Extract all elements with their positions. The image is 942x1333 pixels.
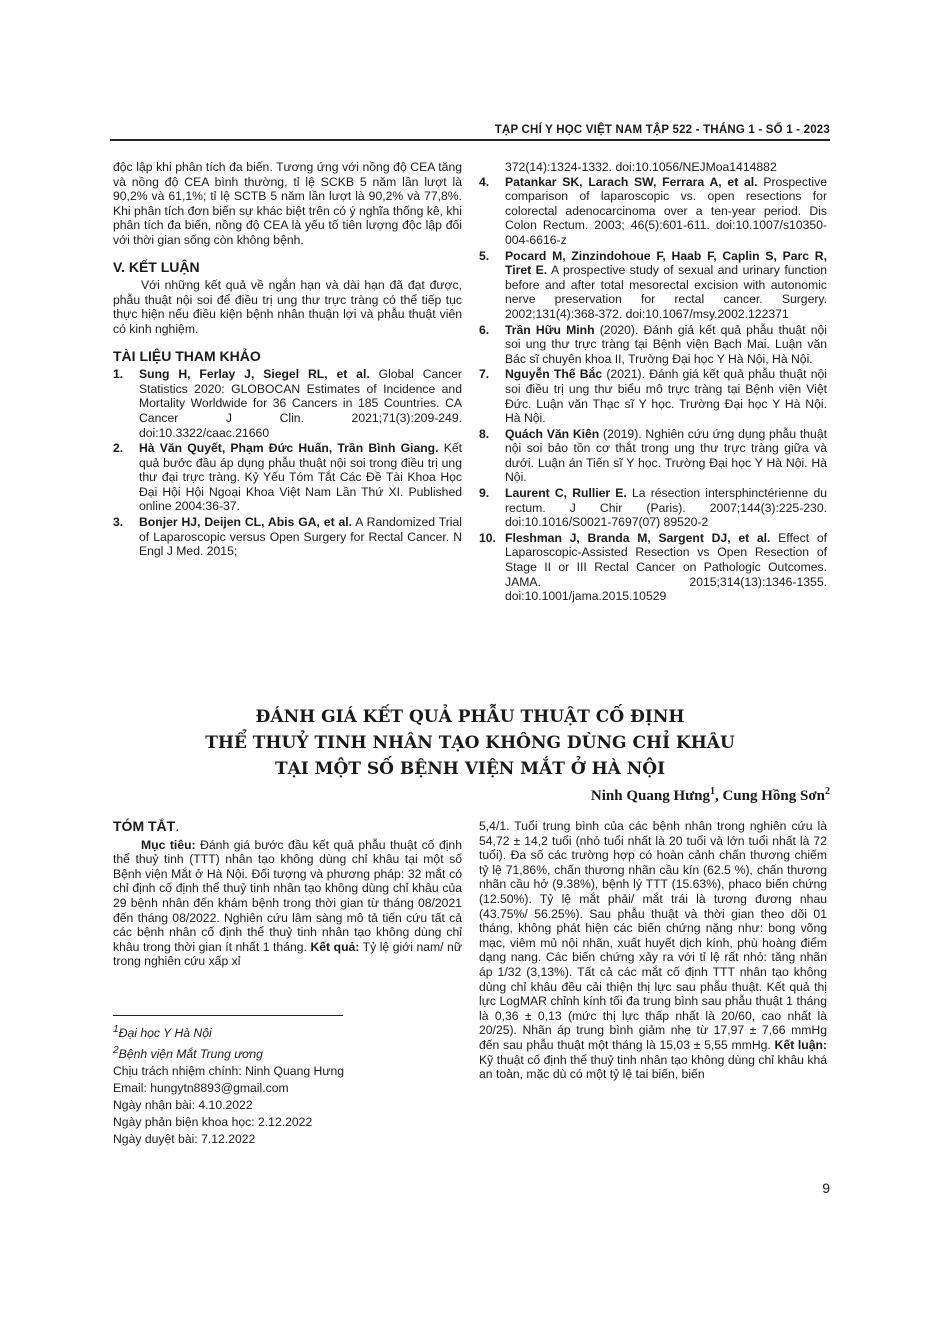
conclusion-label: Kết luận: [774,1037,827,1052]
article-authors [110,786,830,805]
reference-number: 1. [113,367,124,382]
reference-body: Global Cancer Statistics 2020: GLOBOCAN Estimates of Incidence and Mortality Worldwide for 36 Cancers in 185 Countries. CA Cancer J Clin. 2021;71(3):209-249. doi:10.3322/caac.21660 [139,367,462,440]
reference-authors: Sung H, Ferlay J, Siegel RL, et al. [139,367,370,382]
reference-item [113,441,462,514]
date-reviewed: Ngày phản biện khoa học: 2.12.2022 [113,1115,313,1130]
reference-body: (2021). Đánh giá kết quả phẫu thuật nội soi điều trị ung thư biểu mô trực tràng tại Bệnh viện Việt Đức. Luận văn Thạc sĩ Y học. Trường Đại học Y Hà Nội. Hà Nội. [505,367,827,426]
reference-item [113,515,462,559]
reference-number: 4. [479,174,490,189]
reference-item [479,531,827,604]
header-rule [110,139,830,141]
reference-authors: Trần Hữu Minh [505,322,595,337]
abstract-title: TÓM TẮT. [113,818,180,834]
reference-continuation: 372(14):1324-1332. doi:10.1056/NEJMoa1414882 [505,160,777,174]
objective-label: Mục tiêu: [141,837,196,852]
footnotes [113,1021,462,1148]
reference-number: 9. [479,486,490,501]
results-text: Tỷ lệ giới nam/ nữ trong nghiên cứu xấp xỉ [113,939,462,969]
reference-authors: Bonjer HJ, Deijen CL, Abis GA, et al. [139,515,353,530]
reference-number: 3. [113,515,124,530]
reference-item [479,486,827,530]
article-title [110,704,830,782]
references-title: TÀI LIỆU THAM KHẢO [113,347,261,364]
reference-body: Kết quả bước đầu áp dụng phẫu thuật nội soi trong điều trị ung thư đại trực tràng. Kỷ Yếu Tóm Tắt Các Đề Tài Khoa Học Đại Hội Hội Ngoại Khoa Việt Nam Lần Thứ XI. Published online 2004:36-37. [139,441,462,514]
article-title-line: TẠI MỘT SỐ BỆNH VIỆN MẮT Ở HÀ NỘI [274,759,666,779]
author-separator: , [714,788,723,804]
right-column [479,160,827,605]
reference-authors: Hà Văn Quyết, Phạm Đức Huấn, Trần Bình Giang. [139,441,439,456]
results-text-continued: 5,4/1. Tuổi trung bình của các bệnh nhân trong nghiên cứu là 54,72 ± 14,2 tuổi (nhỏ tuổi nhất là 20 tuổi và lớn tuổi nhất là 72 tuổi). Đa số các trường hợp có hoàn cảnh chấn thương chiếm tỷ lệ 71,86%, chấn thương nhãn cầu kín (62.5 %), chấn thương nhãn cầu hở (9.38%), bệnh lý TTT (15.63%), phaco biến chứng (12.50%). Tỷ lệ mắt phải/ mắt trái là tương đương nhau (43.75%/ 56.25%). Sau phẫu thuật và thời gian theo dõi 01 tháng, không phát hiện các biến chứng nặng như: bong võng mạc, viêm mủ nội nhãn, xuất huyết dịch kính, phù hoàng điểm dạng nang. Các biến chứng xảy ra với tỉ lệ rất nhỏ: tăng nhãn áp 1/32 (3,13%). Tất cả các mắt cố định TTT nhân tạo không dùng chỉ khâu đều cải thiện thị lực sau phẫu thuật. Kết quả thị lực LogMAR chỉnh kính tối đa trung bình sau phẫu thuật 1 tháng là 0,36 ± 0,13 (mức thị lực thấp nhất là 20/60, cao nhất là 20/25). Nhãn áp trung bình giảm nhẹ từ 17,97 ± 7,66 mmHg đến sau phẫu thuật một tháng là 15,03 ± 5,55 mmHg. [479,819,827,1052]
reference-body: A prospective study of sexual and urinary function before and after total mesorectal excision with autonomic nerve preservation for rectal cancer. Surgery. 2002;131(4):368-372. doi:10.1067/msy.2002.122371 [505,263,828,321]
left-column [113,160,462,560]
abstract-conclusion-text: Kỹ thuật cố định thể thuỷ tinh nhân tạo không dùng chỉ khâu khá an toàn, mặc dù có một tỷ lệ tai biến, biến [479,1052,827,1082]
abstract-right-column [479,819,827,1082]
reference-body: (2020). Đánh giá kết quả phẫu thuật nội soi ung thư trực tràng tại Bệnh viện Bạch Mai. Luận văn Bác sĩ chuyên khoa II, Trường Đại học Y Hà Nội, Hà Nội. [505,322,827,366]
reference-body: Prospective comparison of laparoscopic vs. open resections for colorectal adenocarcinoma over a ten-year period. Dis Colon Rectum. 2003; 46(5):601-611. doi:10.1007/s10350-004-6616-z [505,174,827,247]
reference-body: La résection intersphinctérienne du rectum. J Chir (Paris). 2007;144(3):225-230. doi:10.1016/S0021-7697(07) 89520-2 [505,486,828,530]
reference-number: 6. [479,322,490,337]
abstract-text-continued [479,819,827,1082]
objective-text: Đánh giá bước đầu kết quả phẫu thuật cố định thể thuỷ tinh (TTT) nhân tạo không dùng chỉ khâu tại một số Bệnh viện Mắt ở Hà Nội. Đối tượng và phương pháp: 32 mắt có chỉ định cố định thể thuỷ tinh nhân tạo không dùng chỉ khâu của 29 bệnh nhân đến khám bệnh trong thời gian từ tháng 08/2021 đến tháng 08/2022. Nghiên cứu lâm sàng mô tả tiến cứu tất cả các bệnh nhân cố định thể thuỷ tinh nhân tạo không dùng chỉ khâu trong thời gian ít nhất 1 tháng. [113,837,462,954]
reference-authors: Pocard M, Zinzindohoue F, Haab F, Caplin S, Parc R, Tiret E. [505,248,827,278]
abstract-left-column [113,819,462,969]
reference-item [479,427,827,485]
reference-item [479,367,827,425]
reference-authors: Quách Văn Kiên [505,426,600,441]
page-number: 9 [822,1180,830,1196]
reference-authors: Patankar SK, Larach SW, Ferrara A, et al. [505,174,758,189]
article-title-line: THỂ THUỶ TINH NHÂN TẠO KHÔNG DÙNG CHỈ KHÂU [205,733,735,753]
date-received: Ngày nhận bài: 4.10.2022 [113,1098,253,1113]
reference-item [113,367,462,440]
date-accepted: Ngày duyệt bài: 7.12.2022 [113,1132,256,1147]
affiliation-1: $^1$Đại học Y Hà Nội [113,1024,212,1041]
affiliation-2: $^2$Bệnh viện Mắt Trung ương [113,1045,263,1062]
author-name: Ninh Quang Hưng [590,788,710,804]
reference-number: 7. [479,367,490,382]
reference-body: Effect of Laparoscopic-Assisted Resection vs Open Resection of Stage II or III Rectal Cancer on Pathologic Outcomes. JAMA. 2015;314(13):1346-1355. doi:10.1001/jama.2015.10529 [505,530,828,604]
author-affiliation-mark: 2 [825,786,830,797]
footnote-rule [113,1015,343,1016]
reference-body: A Randomized Trial of Laparoscopic versus Open Surgery for Rectal Cancer. N Engl J Med. 2015; [139,515,463,559]
email: Email: hungytn8893@gmail.com [113,1081,289,1096]
author-name: Cung Hồng Sơn [722,788,825,804]
conclusion-title: V. KẾT LUẬN [113,258,200,275]
reference-authors: Fleshman J, Branda M, Sargent DJ, et al. [505,530,771,545]
reference-item [479,249,827,322]
discussion-paragraph: độc lập khi phân tích đa biến. Tương ứng với nồng độ CEA tăng và nồng độ CEA bình thường, tỉ lệ SCKB 5 năm lần lượt là 90,2% và 61,1%; tỉ lệ SCTB 5 năm lần lượt là 90,2% và 77,8%. Khi phân tích đơn biến sự khác biệt trên có ý nghĩa thống kê, khi phân tích đa biến, nồng độ CEA là yếu tố tiên lượng độc lập đối với thời gian sống còn không bệnh. [113,160,462,247]
article-title-line: ĐÁNH GIÁ KẾT QUẢ PHẪU THUẬT CỐ ĐỊNH [255,707,685,727]
reference-body: (2019). Nghiên cứu ứng dụng phẫu thuật nội soi bảo tồn cơ thắt trong ung thư trực tràng giữa và dưới. Luận án Tiến sĩ Y học. Trường Đại học Y Hà Nội. Hà Nội. [505,426,827,485]
reference-list-left [113,367,462,559]
reference-item [479,175,827,248]
journal-header: TẠP CHÍ Y HỌC VIỆT NAM TẬP 522 - THÁNG 1 - SỐ 1 - 2023 [494,124,830,136]
reference-item [479,323,827,367]
reference-authors: Laurent C, Rullier E. [505,486,627,501]
conclusion-text: Với những kết quả về ngắn hạn và dài hạn đã đạt được, phẫu thuật nội soi để điều trị ung thư trực tràng có thể tiếp tục thực hiện nếu điều kiện bệnh nhân thuận lợi và phẫu thuật viên có kinh nghiệm. [113,278,462,336]
reference-number: 8. [479,426,490,441]
reference-number: 10. [479,530,496,545]
reference-number: 5. [479,248,490,263]
reference-number: 2. [113,441,124,456]
reference-list-right [479,175,827,604]
abstract-text [113,838,462,969]
author-affiliation-mark: 1 [709,786,715,797]
results-label: Kết quả: [310,939,360,954]
reference-authors: Nguyễn Thế Bắc [505,367,603,382]
corresponding-author: Chịu trách nhiệm chính: Ninh Quang Hưng [113,1064,345,1079]
